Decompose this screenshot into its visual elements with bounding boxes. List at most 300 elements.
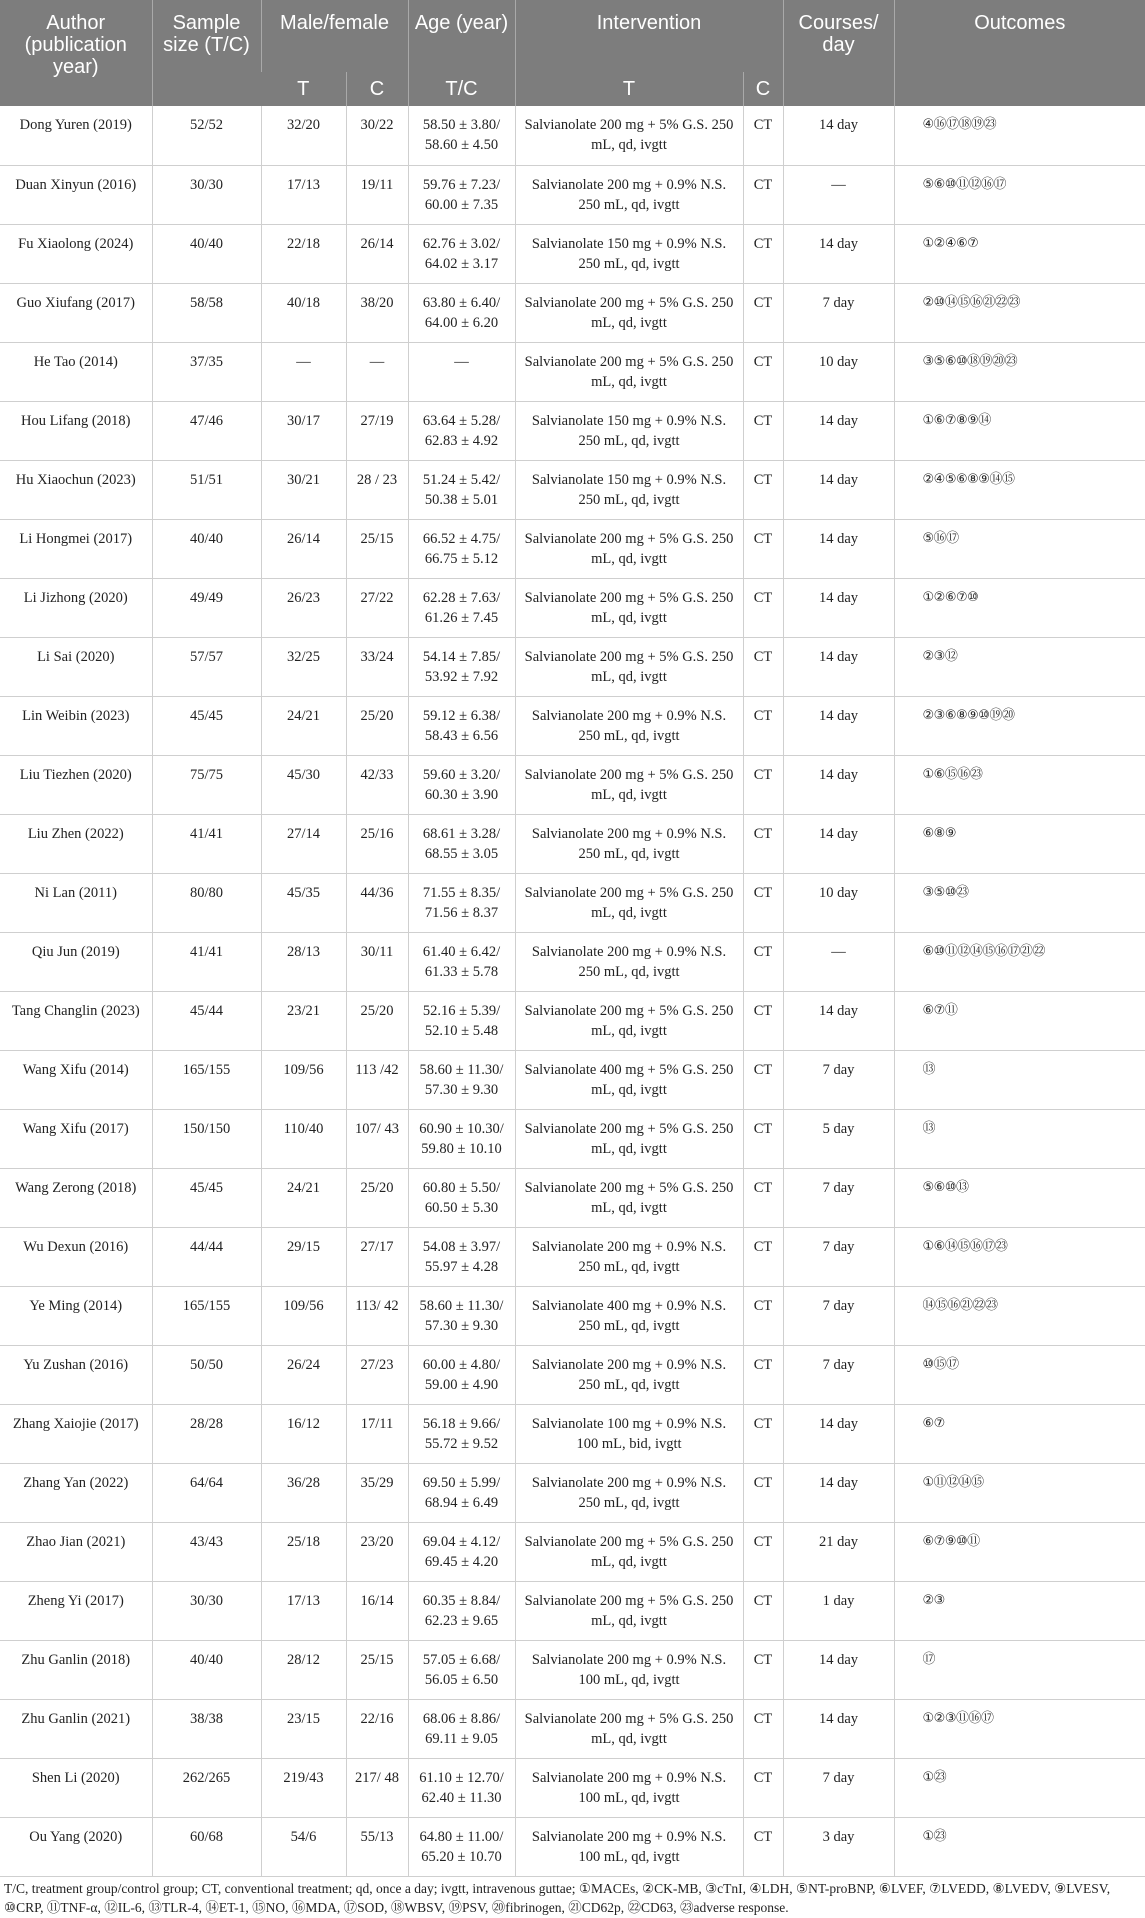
cell-male-female-c: 107/ 43 xyxy=(346,1109,408,1168)
cell-courses: 14 day xyxy=(783,814,894,873)
cell-author: Zhu Ganlin (2021) xyxy=(0,1699,152,1758)
cell-courses: 7 day xyxy=(783,1050,894,1109)
cell-outcomes: ④⑯⑰⑱⑲㉓ xyxy=(894,106,1145,165)
cell-outcomes: ②③ xyxy=(894,1581,1145,1640)
cell-sample-size: 40/40 xyxy=(152,224,261,283)
cell-sample-size: 38/38 xyxy=(152,1699,261,1758)
cell-male-female-t: 26/14 xyxy=(261,519,346,578)
cell-sample-size: 75/75 xyxy=(152,755,261,814)
table-row xyxy=(0,1168,1145,1227)
cell-outcomes: ⑭⑮⑯㉑㉒㉓ xyxy=(894,1286,1145,1345)
cell-author: Guo Xiufang (2017) xyxy=(0,283,152,342)
cell-age: 54.08 ± 3.97/ 55.97 ± 4.28 xyxy=(408,1227,515,1286)
cell-courses: 14 day xyxy=(783,1640,894,1699)
cell-male-female-t: 24/21 xyxy=(261,696,346,755)
table-row xyxy=(0,401,1145,460)
cell-sample-size: 41/41 xyxy=(152,932,261,991)
cell-male-female-t: 219/43 xyxy=(261,1758,346,1817)
cell-male-female-t: 24/21 xyxy=(261,1168,346,1227)
cell-intervention-t: Salvianolate 200 mg + 5% G.S. 250 mL, qd, ivgtt xyxy=(515,578,743,637)
cell-male-female-c: 33/24 xyxy=(346,637,408,696)
cell-intervention-t: Salvianolate 200 mg + 5% G.S. 250 mL, qd, ivgtt xyxy=(515,873,743,932)
cell-sample-size: 49/49 xyxy=(152,578,261,637)
table-row xyxy=(0,991,1145,1050)
cell-outcomes: ③⑤⑥⑩⑱⑲⑳㉓ xyxy=(894,342,1145,401)
cell-intervention-t: Salvianolate 150 mg + 0.9% N.S. 250 mL, qd, ivgtt xyxy=(515,460,743,519)
header-courses: Courses/ day xyxy=(783,0,894,106)
cell-male-female-t: 25/18 xyxy=(261,1522,346,1581)
table-row xyxy=(0,1640,1145,1699)
cell-intervention-c: CT xyxy=(743,991,783,1050)
cell-outcomes: ⑤⑥⑩⑬ xyxy=(894,1168,1145,1227)
table-row xyxy=(0,578,1145,637)
cell-male-female-t: 28/13 xyxy=(261,932,346,991)
table-header xyxy=(0,0,1145,106)
cell-outcomes: ①㉓ xyxy=(894,1817,1145,1876)
cell-courses: 14 day xyxy=(783,519,894,578)
cell-outcomes: ⑬ xyxy=(894,1109,1145,1168)
cell-intervention-c: CT xyxy=(743,1699,783,1758)
cell-courses: 7 day xyxy=(783,1227,894,1286)
cell-sample-size: 47/46 xyxy=(152,401,261,460)
cell-male-female-c: 42/33 xyxy=(346,755,408,814)
cell-intervention-t: Salvianolate 200 mg + 0.9% N.S. 100 mL, qd, ivgtt xyxy=(515,1758,743,1817)
cell-outcomes: ②④⑤⑥⑧⑨⑭⑮ xyxy=(894,460,1145,519)
cell-sample-size: 52/52 xyxy=(152,106,261,165)
cell-courses: 7 day xyxy=(783,1345,894,1404)
header-intervention: Intervention xyxy=(515,0,783,72)
cell-courses: 14 day xyxy=(783,401,894,460)
cell-outcomes: ⑩⑮⑰ xyxy=(894,1345,1145,1404)
cell-sample-size: 30/30 xyxy=(152,1581,261,1640)
cell-male-female-c: 27/19 xyxy=(346,401,408,460)
cell-male-female-c: — xyxy=(346,342,408,401)
cell-intervention-c: CT xyxy=(743,165,783,224)
cell-age: 64.80 ± 11.00/ 65.20 ± 10.70 xyxy=(408,1817,515,1876)
cell-author: Ou Yang (2020) xyxy=(0,1817,152,1876)
cell-courses: 14 day xyxy=(783,991,894,1050)
cell-intervention-t: Salvianolate 200 mg + 0.9% N.S. 250 mL, qd, ivgtt xyxy=(515,165,743,224)
cell-author: Li Jizhong (2020) xyxy=(0,578,152,637)
table-footnote: T/C, treatment group/control group; CT, conventional treatment; qd, once a day; ivgtt, intravenous guttae; ①MACEs, ②CK-MB, ③cTnI, ④LDH, ⑤NT-proBNP, ⑥LVEF, ⑦LVEDD, ⑧LVEDV, ⑨LVESV, ⑩CRP, ⑪TNF-α, ⑫IL-6, ⑬TLR-4, ⑭ET-1, ⑮NO, ⑯MDA, ⑰SOD, ⑱WBSV, ⑲PSV, ⑳fibrinogen, ㉑CD62p, ㉒CD63, ㉓adverse response. xyxy=(4,1880,1111,1915)
cell-male-female-t: 23/21 xyxy=(261,991,346,1050)
cell-intervention-c: CT xyxy=(743,1227,783,1286)
cell-age: 71.55 ± 8.35/ 71.56 ± 8.37 xyxy=(408,873,515,932)
header-outcomes: Outcomes xyxy=(894,0,1145,106)
cell-male-female-t: 16/12 xyxy=(261,1404,346,1463)
table-row xyxy=(0,1345,1145,1404)
cell-male-female-t: 22/18 xyxy=(261,224,346,283)
cell-author: Zhao Jian (2021) xyxy=(0,1522,152,1581)
table-row xyxy=(0,1581,1145,1640)
cell-age: 68.61 ± 3.28/ 68.55 ± 3.05 xyxy=(408,814,515,873)
cell-outcomes: ⑬ xyxy=(894,1050,1145,1109)
table-row xyxy=(0,637,1145,696)
cell-courses: 14 day xyxy=(783,224,894,283)
cell-intervention-c: CT xyxy=(743,519,783,578)
cell-male-female-t: 26/23 xyxy=(261,578,346,637)
cell-author: Li Sai (2020) xyxy=(0,637,152,696)
table-row xyxy=(0,696,1145,755)
cell-age: 63.64 ± 5.28/ 62.83 ± 4.92 xyxy=(408,401,515,460)
cell-male-female-c: 17/11 xyxy=(346,1404,408,1463)
cell-male-female-c: 25/20 xyxy=(346,991,408,1050)
cell-male-female-c: 28 / 23 xyxy=(346,460,408,519)
cell-male-female-c: 55/13 xyxy=(346,1817,408,1876)
cell-male-female-c: 25/20 xyxy=(346,696,408,755)
cell-male-female-c: 30/22 xyxy=(346,106,408,165)
cell-intervention-t: Salvianolate 200 mg + 5% G.S. 250 mL, qd, ivgtt xyxy=(515,991,743,1050)
header-author: Author (publication year) xyxy=(0,0,152,106)
cell-male-female-t: 23/15 xyxy=(261,1699,346,1758)
cell-sample-size: 40/40 xyxy=(152,519,261,578)
cell-male-female-c: 27/22 xyxy=(346,578,408,637)
cell-intervention-t: Salvianolate 200 mg + 0.9% N.S. 250 mL, qd, ivgtt xyxy=(515,1463,743,1522)
cell-age: 58.60 ± 11.30/ 57.30 ± 9.30 xyxy=(408,1286,515,1345)
cell-intervention-c: CT xyxy=(743,106,783,165)
cell-author: Ni Lan (2011) xyxy=(0,873,152,932)
cell-outcomes: ⑥⑦⑪ xyxy=(894,991,1145,1050)
cell-sample-size: 80/80 xyxy=(152,873,261,932)
cell-author: He Tao (2014) xyxy=(0,342,152,401)
cell-male-female-c: 25/15 xyxy=(346,519,408,578)
cell-outcomes: ⑥⑦⑨⑩⑪ xyxy=(894,1522,1145,1581)
cell-intervention-c: CT xyxy=(743,696,783,755)
cell-intervention-c: CT xyxy=(743,1581,783,1640)
cell-intervention-t: Salvianolate 200 mg + 0.9% N.S. 250 mL, qd, ivgtt xyxy=(515,1345,743,1404)
subheader-intervention-c: C xyxy=(743,72,783,106)
cell-male-female-t: 110/40 xyxy=(261,1109,346,1168)
cell-courses: 14 day xyxy=(783,578,894,637)
cell-male-female-c: 44/36 xyxy=(346,873,408,932)
cell-outcomes: ②③⑥⑧⑨⑩⑲⑳ xyxy=(894,696,1145,755)
table-row xyxy=(0,1817,1145,1876)
cell-outcomes: ⑥⑩⑪⑫⑭⑮⑯⑰㉑㉒ xyxy=(894,932,1145,991)
cell-courses: 10 day xyxy=(783,342,894,401)
cell-courses: 14 day xyxy=(783,637,894,696)
cell-intervention-c: CT xyxy=(743,1463,783,1522)
cell-sample-size: 43/43 xyxy=(152,1522,261,1581)
cell-intervention-c: CT xyxy=(743,1168,783,1227)
cell-male-female-t: 40/18 xyxy=(261,283,346,342)
cell-intervention-t: Salvianolate 200 mg + 0.9% N.S. 250 mL, qd, ivgtt xyxy=(515,814,743,873)
cell-male-female-t: 109/56 xyxy=(261,1050,346,1109)
cell-intervention-t: Salvianolate 200 mg + 0.9% N.S. 100 mL, qd, ivgtt xyxy=(515,1640,743,1699)
table-row xyxy=(0,1404,1145,1463)
cell-author: Zheng Yi (2017) xyxy=(0,1581,152,1640)
cell-outcomes: ①⑥⑮⑯㉓ xyxy=(894,755,1145,814)
cell-courses: 14 day xyxy=(783,460,894,519)
cell-sample-size: 41/41 xyxy=(152,814,261,873)
table-row xyxy=(0,519,1145,578)
cell-sample-size: 37/35 xyxy=(152,342,261,401)
cell-intervention-t: Salvianolate 150 mg + 0.9% N.S. 250 mL, qd, ivgtt xyxy=(515,224,743,283)
cell-intervention-t: Salvianolate 400 mg + 0.9% N.S. 250 mL, qd, ivgtt xyxy=(515,1286,743,1345)
cell-intervention-t: Salvianolate 200 mg + 5% G.S. 250 mL, qd, ivgtt xyxy=(515,283,743,342)
cell-author: Fu Xiaolong (2024) xyxy=(0,224,152,283)
cell-sample-size: 165/155 xyxy=(152,1050,261,1109)
cell-outcomes: ⑤⑥⑩⑪⑫⑯⑰ xyxy=(894,165,1145,224)
cell-male-female-c: 38/20 xyxy=(346,283,408,342)
cell-intervention-c: CT xyxy=(743,814,783,873)
table-row xyxy=(0,283,1145,342)
header-male-female: Male/female xyxy=(261,0,408,72)
cell-intervention-t: Salvianolate 200 mg + 5% G.S. 250 mL, qd, ivgtt xyxy=(515,342,743,401)
cell-author: Tang Changlin (2023) xyxy=(0,991,152,1050)
cell-courses: — xyxy=(783,932,894,991)
cell-intervention-c: CT xyxy=(743,460,783,519)
cell-intervention-c: CT xyxy=(743,224,783,283)
table-row xyxy=(0,106,1145,165)
table-row xyxy=(0,814,1145,873)
table-row xyxy=(0,1463,1145,1522)
cell-male-female-t: 17/13 xyxy=(261,165,346,224)
cell-author: Li Hongmei (2017) xyxy=(0,519,152,578)
cell-intervention-t: Salvianolate 200 mg + 5% G.S. 250 mL, qd, ivgtt xyxy=(515,1168,743,1227)
cell-outcomes: ①⑥⑭⑮⑯⑰㉓ xyxy=(894,1227,1145,1286)
cell-male-female-c: 27/23 xyxy=(346,1345,408,1404)
table-row xyxy=(0,1286,1145,1345)
cell-author: Duan Xinyun (2016) xyxy=(0,165,152,224)
cell-intervention-c: CT xyxy=(743,1050,783,1109)
cell-author: Zhu Ganlin (2018) xyxy=(0,1640,152,1699)
table-row xyxy=(0,342,1145,401)
cell-age: 69.50 ± 5.99/ 68.94 ± 6.49 xyxy=(408,1463,515,1522)
cell-age: 52.16 ± 5.39/ 52.10 ± 5.48 xyxy=(408,991,515,1050)
cell-intervention-t: Salvianolate 400 mg + 5% G.S. 250 mL, qd, ivgtt xyxy=(515,1050,743,1109)
cell-age: 61.40 ± 6.42/ 61.33 ± 5.78 xyxy=(408,932,515,991)
cell-intervention-t: Salvianolate 200 mg + 5% G.S. 250 mL, qd, ivgtt xyxy=(515,1522,743,1581)
cell-intervention-c: CT xyxy=(743,1345,783,1404)
cell-intervention-t: Salvianolate 200 mg + 5% G.S. 250 mL, qd, ivgtt xyxy=(515,755,743,814)
cell-age: 60.90 ± 10.30/ 59.80 ± 10.10 xyxy=(408,1109,515,1168)
table-row xyxy=(0,1758,1145,1817)
cell-intervention-c: CT xyxy=(743,1404,783,1463)
cell-outcomes: ②⑩⑭⑮⑯㉑㉒㉓ xyxy=(894,283,1145,342)
cell-outcomes: ①②⑥⑦⑩ xyxy=(894,578,1145,637)
cell-male-female-t: 26/24 xyxy=(261,1345,346,1404)
cell-author: Hou Lifang (2018) xyxy=(0,401,152,460)
cell-sample-size: 45/45 xyxy=(152,696,261,755)
cell-author: Wang Zerong (2018) xyxy=(0,1168,152,1227)
cell-intervention-t: Salvianolate 200 mg + 5% G.S. 250 mL, qd, ivgtt xyxy=(515,1109,743,1168)
cell-male-female-t: 27/14 xyxy=(261,814,346,873)
cell-author: Wang Xifu (2014) xyxy=(0,1050,152,1109)
cell-male-female-c: 23/20 xyxy=(346,1522,408,1581)
cell-courses: 7 day xyxy=(783,283,894,342)
cell-male-female-t: 17/13 xyxy=(261,1581,346,1640)
cell-sample-size: 44/44 xyxy=(152,1227,261,1286)
cell-male-female-t: — xyxy=(261,342,346,401)
cell-author: Liu Zhen (2022) xyxy=(0,814,152,873)
cell-outcomes: ②③⑫ xyxy=(894,637,1145,696)
cell-author: Yu Zushan (2016) xyxy=(0,1345,152,1404)
cell-male-female-t: 36/28 xyxy=(261,1463,346,1522)
table-row xyxy=(0,932,1145,991)
cell-sample-size: 51/51 xyxy=(152,460,261,519)
cell-author: Liu Tiezhen (2020) xyxy=(0,755,152,814)
cell-sample-size: 40/40 xyxy=(152,1640,261,1699)
subheader-sex-c: C xyxy=(346,72,408,106)
cell-intervention-c: CT xyxy=(743,932,783,991)
cell-courses: 7 day xyxy=(783,1286,894,1345)
cell-intervention-c: CT xyxy=(743,342,783,401)
cell-courses: 14 day xyxy=(783,106,894,165)
cell-courses: 14 day xyxy=(783,1463,894,1522)
cell-male-female-c: 27/17 xyxy=(346,1227,408,1286)
cell-intervention-t: Salvianolate 200 mg + 0.9% N.S. 250 mL, qd, ivgtt xyxy=(515,1227,743,1286)
cell-male-female-c: 25/20 xyxy=(346,1168,408,1227)
cell-intervention-c: CT xyxy=(743,637,783,696)
cell-male-female-t: 32/20 xyxy=(261,106,346,165)
table-row xyxy=(0,1522,1145,1581)
cell-male-female-c: 16/14 xyxy=(346,1581,408,1640)
cell-age: 59.12 ± 6.38/ 58.43 ± 6.56 xyxy=(408,696,515,755)
cell-outcomes: ①㉓ xyxy=(894,1758,1145,1817)
cell-male-female-c: 217/ 48 xyxy=(346,1758,408,1817)
cell-courses: — xyxy=(783,165,894,224)
cell-author: Ye Ming (2014) xyxy=(0,1286,152,1345)
cell-intervention-t: Salvianolate 200 mg + 5% G.S. 250 mL, qd, ivgtt xyxy=(515,1699,743,1758)
table-row xyxy=(0,1050,1145,1109)
cell-sample-size: 64/64 xyxy=(152,1463,261,1522)
cell-sample-size: 165/155 xyxy=(152,1286,261,1345)
cell-outcomes: ①⑪⑫⑭⑮ xyxy=(894,1463,1145,1522)
cell-sample-size: 28/28 xyxy=(152,1404,261,1463)
cell-sample-size: 50/50 xyxy=(152,1345,261,1404)
cell-courses: 3 day xyxy=(783,1817,894,1876)
cell-outcomes: ③⑤⑩㉓ xyxy=(894,873,1145,932)
cell-courses: 7 day xyxy=(783,1168,894,1227)
table-row xyxy=(0,1109,1145,1168)
cell-intervention-t: Salvianolate 200 mg + 0.9% N.S. 250 mL, qd, ivgtt xyxy=(515,932,743,991)
cell-intervention-t: Salvianolate 200 mg + 5% G.S. 250 mL, qd, ivgtt xyxy=(515,637,743,696)
cell-intervention-c: CT xyxy=(743,1109,783,1168)
cell-author: Dong Yuren (2019) xyxy=(0,106,152,165)
cell-male-female-t: 109/56 xyxy=(261,1286,346,1345)
cell-intervention-c: CT xyxy=(743,755,783,814)
cell-age: 61.10 ± 12.70/ 62.40 ± 11.30 xyxy=(408,1758,515,1817)
cell-outcomes: ⑤⑯⑰ xyxy=(894,519,1145,578)
cell-intervention-t: Salvianolate 200 mg + 0.9% N.S. 250 mL, qd, ivgtt xyxy=(515,696,743,755)
cell-age: 66.52 ± 4.75/ 66.75 ± 5.12 xyxy=(408,519,515,578)
cell-outcomes: ⑰ xyxy=(894,1640,1145,1699)
cell-intervention-c: CT xyxy=(743,283,783,342)
cell-courses: 14 day xyxy=(783,755,894,814)
cell-outcomes: ①②④⑥⑦ xyxy=(894,224,1145,283)
cell-male-female-c: 30/11 xyxy=(346,932,408,991)
cell-author: Qiu Jun (2019) xyxy=(0,932,152,991)
cell-male-female-t: 28/12 xyxy=(261,1640,346,1699)
cell-sample-size: 30/30 xyxy=(152,165,261,224)
cell-age: 58.60 ± 11.30/ 57.30 ± 9.30 xyxy=(408,1050,515,1109)
table-row xyxy=(0,1227,1145,1286)
cell-age: 63.80 ± 6.40/ 64.00 ± 6.20 xyxy=(408,283,515,342)
cell-intervention-t: Salvianolate 200 mg + 5% G.S. 250 mL, qd, ivgtt xyxy=(515,519,743,578)
table-row xyxy=(0,165,1145,224)
table-row xyxy=(0,460,1145,519)
cell-intervention-t: Salvianolate 200 mg + 5% G.S. 250 mL, qd, ivgtt xyxy=(515,106,743,165)
cell-author: Zhang Xaiojie (2017) xyxy=(0,1404,152,1463)
cell-author: Wang Xifu (2017) xyxy=(0,1109,152,1168)
cell-age: 59.60 ± 3.20/ 60.30 ± 3.90 xyxy=(408,755,515,814)
header-sample-size: Sample size (T/C) xyxy=(152,0,261,106)
cell-outcomes: ①⑥⑦⑧⑨⑭ xyxy=(894,401,1145,460)
cell-intervention-c: CT xyxy=(743,1817,783,1876)
cell-author: Lin Weibin (2023) xyxy=(0,696,152,755)
cell-male-female-t: 29/15 xyxy=(261,1227,346,1286)
cell-sample-size: 262/265 xyxy=(152,1758,261,1817)
cell-male-female-t: 54/6 xyxy=(261,1817,346,1876)
subheader-intervention-t: T xyxy=(515,72,743,106)
cell-age: 56.18 ± 9.66/ 55.72 ± 9.52 xyxy=(408,1404,515,1463)
cell-male-female-c: 19/11 xyxy=(346,165,408,224)
cell-courses: 14 day xyxy=(783,696,894,755)
table-row xyxy=(0,873,1145,932)
cell-intervention-c: CT xyxy=(743,401,783,460)
cell-author: Zhang Yan (2022) xyxy=(0,1463,152,1522)
cell-sample-size: 58/58 xyxy=(152,283,261,342)
cell-intervention-t: Salvianolate 150 mg + 0.9% N.S. 250 mL, qd, ivgtt xyxy=(515,401,743,460)
cell-age: 54.14 ± 7.85/ 53.92 ± 7.92 xyxy=(408,637,515,696)
cell-author: Hu Xiaochun (2023) xyxy=(0,460,152,519)
cell-age: 57.05 ± 6.68/ 56.05 ± 6.50 xyxy=(408,1640,515,1699)
cell-author: Shen Li (2020) xyxy=(0,1758,152,1817)
cell-male-female-c: 25/16 xyxy=(346,814,408,873)
cell-courses: 10 day xyxy=(783,873,894,932)
cell-outcomes: ①②③⑪⑯⑰ xyxy=(894,1699,1145,1758)
cell-intervention-c: CT xyxy=(743,578,783,637)
cell-male-female-c: 26/14 xyxy=(346,224,408,283)
cell-age: 60.80 ± 5.50/ 60.50 ± 5.30 xyxy=(408,1168,515,1227)
cell-age: 58.50 ± 3.80/ 58.60 ± 4.50 xyxy=(408,106,515,165)
cell-intervention-t: Salvianolate 200 mg + 5% G.S. 250 mL, qd, ivgtt xyxy=(515,1581,743,1640)
cell-courses: 7 day xyxy=(783,1758,894,1817)
table-row xyxy=(0,755,1145,814)
cell-intervention-t: Salvianolate 100 mg + 0.9% N.S. 100 mL, bid, ivgtt xyxy=(515,1404,743,1463)
cell-male-female-t: 45/35 xyxy=(261,873,346,932)
cell-age: 59.76 ± 7.23/ 60.00 ± 7.35 xyxy=(408,165,515,224)
cell-courses: 14 day xyxy=(783,1699,894,1758)
cell-sample-size: 57/57 xyxy=(152,637,261,696)
header-age: Age (year) xyxy=(408,0,515,72)
cell-male-female-t: 30/21 xyxy=(261,460,346,519)
cell-age: 68.06 ± 8.86/ 69.11 ± 9.05 xyxy=(408,1699,515,1758)
cell-intervention-c: CT xyxy=(743,1522,783,1581)
cell-intervention-t: Salvianolate 200 mg + 0.9% N.S. 100 mL, qd, ivgtt xyxy=(515,1817,743,1876)
cell-male-female-c: 25/15 xyxy=(346,1640,408,1699)
cell-courses: 5 day xyxy=(783,1109,894,1168)
cell-outcomes: ⑥⑧⑨ xyxy=(894,814,1145,873)
table-row xyxy=(0,1699,1145,1758)
cell-intervention-c: CT xyxy=(743,1286,783,1345)
cell-male-female-t: 30/17 xyxy=(261,401,346,460)
cell-male-female-c: 113 /42 xyxy=(346,1050,408,1109)
cell-age: 62.76 ± 3.02/ 64.02 ± 3.17 xyxy=(408,224,515,283)
cell-sample-size: 45/44 xyxy=(152,991,261,1050)
cell-intervention-c: CT xyxy=(743,1640,783,1699)
cell-courses: 21 day xyxy=(783,1522,894,1581)
cell-sample-size: 45/45 xyxy=(152,1168,261,1227)
cell-male-female-c: 35/29 xyxy=(346,1463,408,1522)
table-body xyxy=(0,106,1145,1876)
cell-author: Wu Dexun (2016) xyxy=(0,1227,152,1286)
subheader-age-tc: T/C xyxy=(408,72,515,106)
cell-male-female-c: 113/ 42 xyxy=(346,1286,408,1345)
cell-outcomes: ⑥⑦ xyxy=(894,1404,1145,1463)
cell-intervention-c: CT xyxy=(743,1758,783,1817)
cell-male-female-c: 22/16 xyxy=(346,1699,408,1758)
